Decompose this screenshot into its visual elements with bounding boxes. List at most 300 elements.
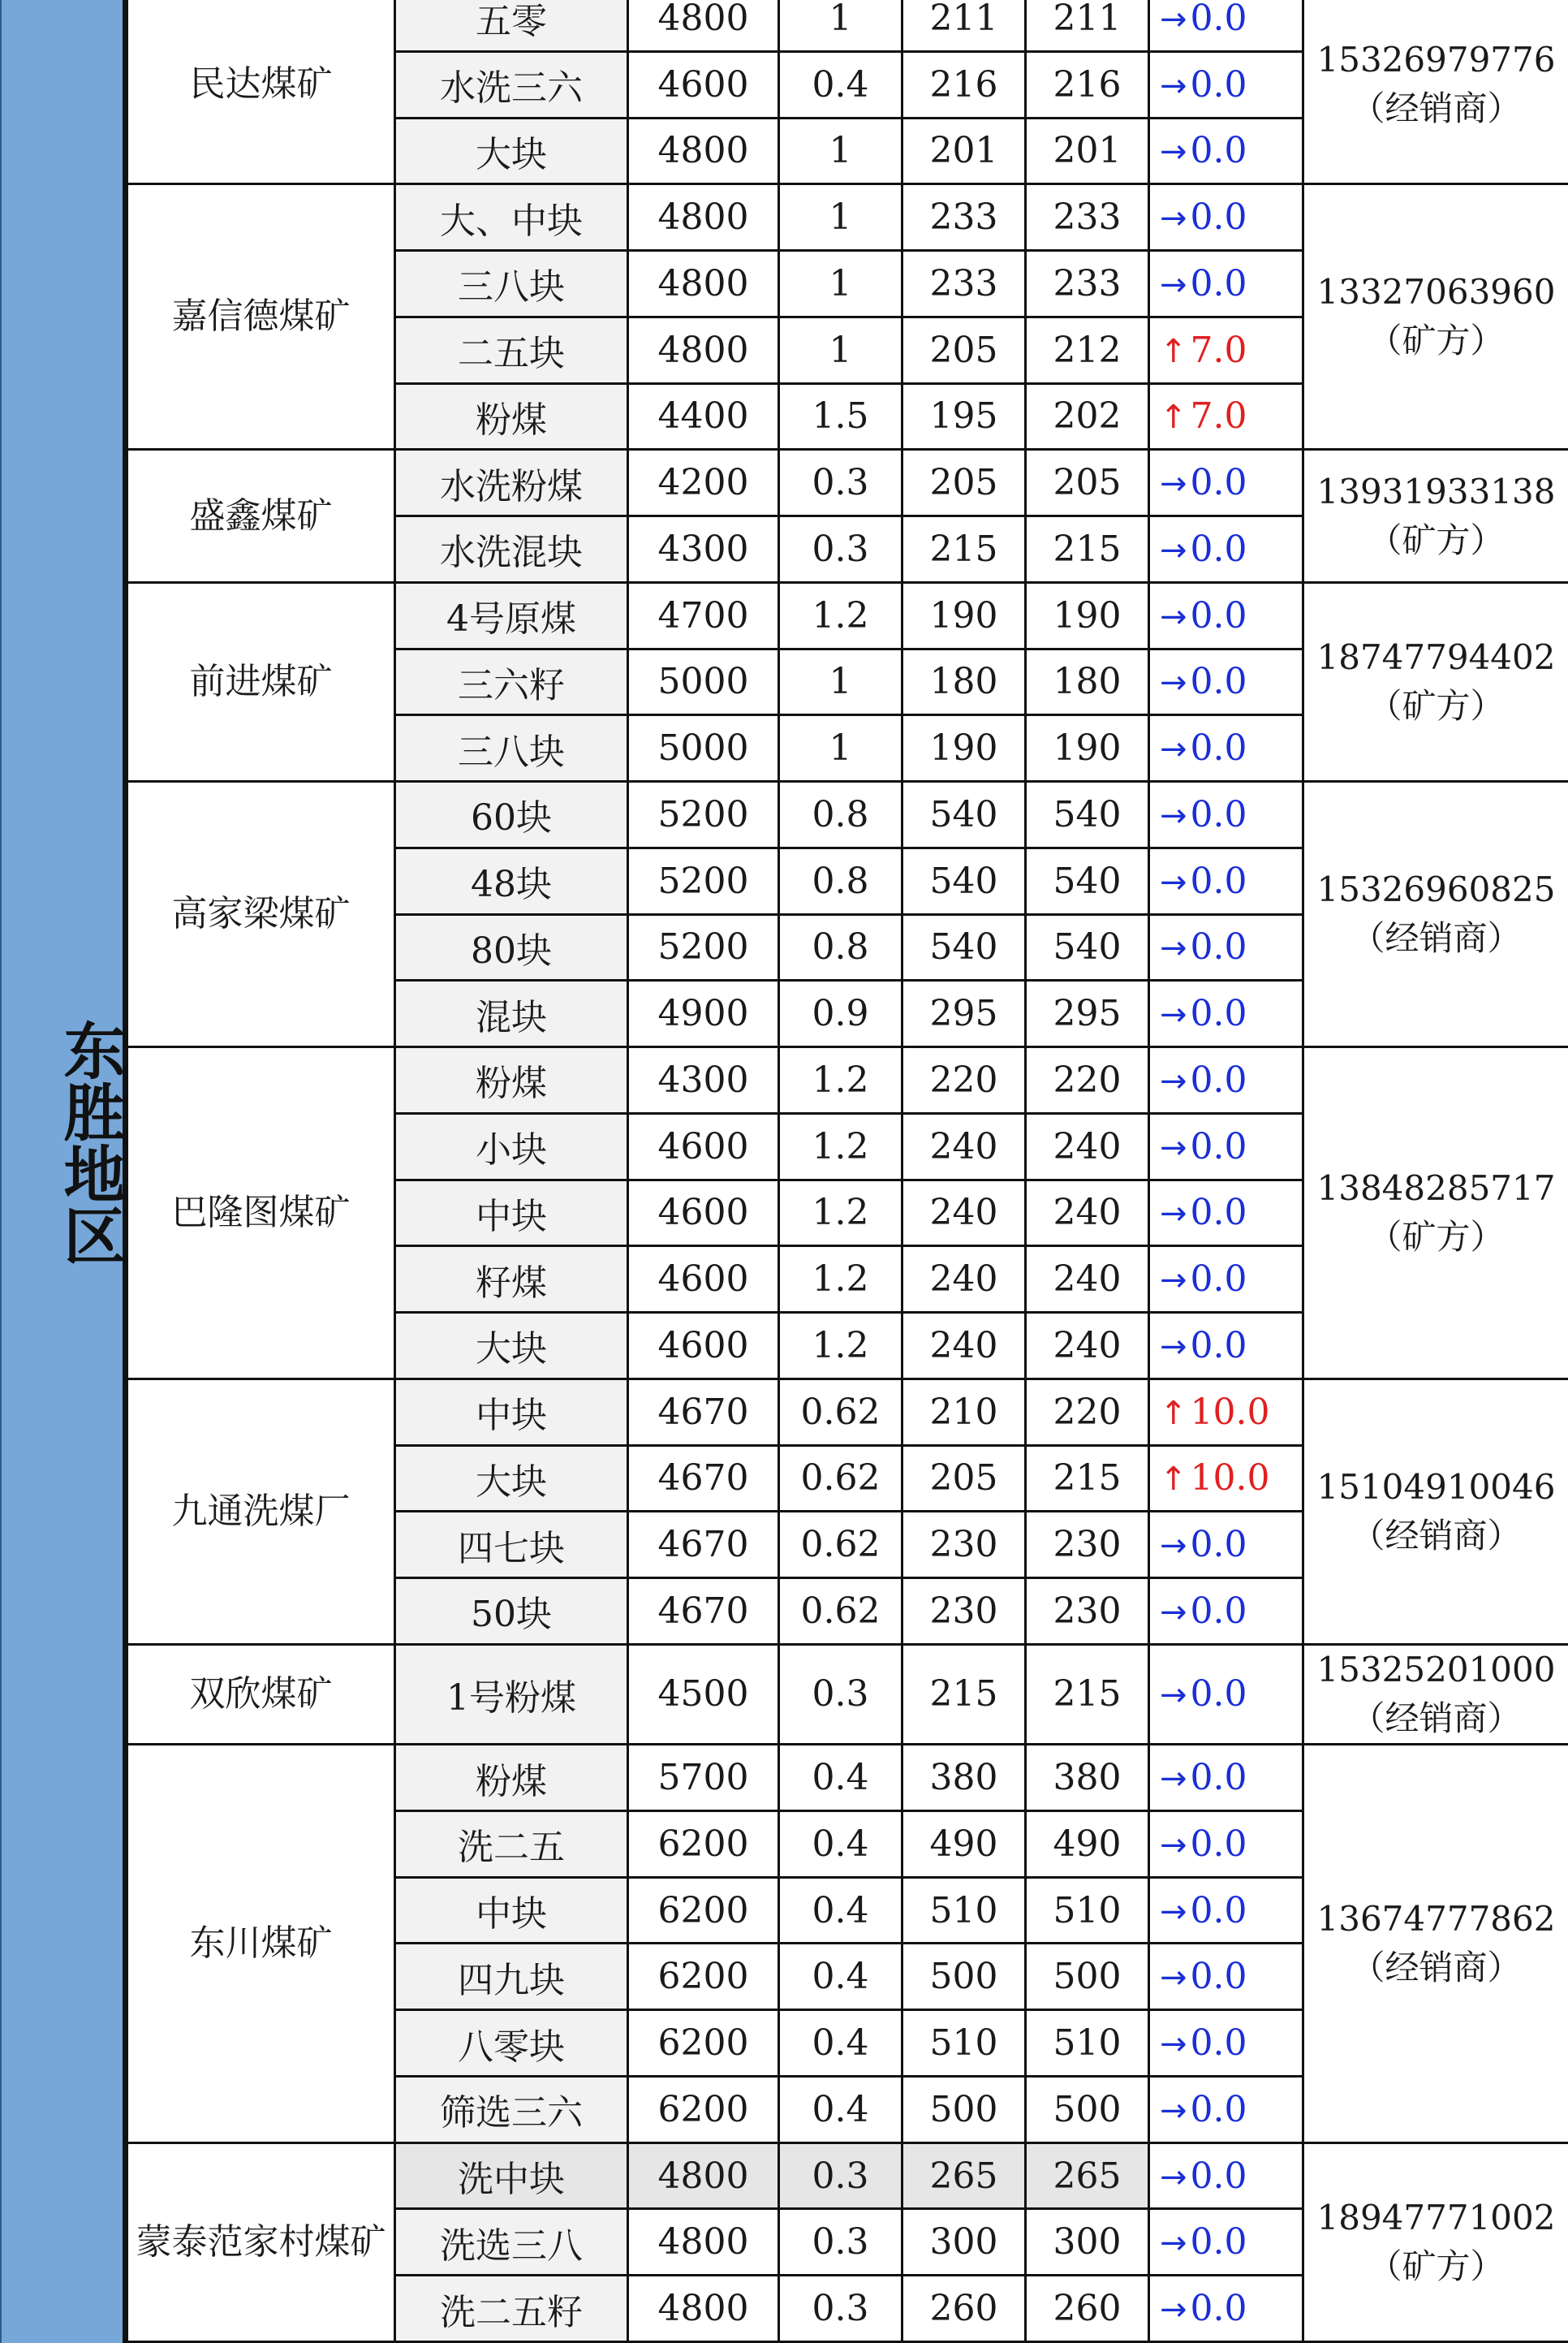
change-value: 10.0 (1190, 1457, 1270, 1499)
product-cell: 籽煤 (395, 1246, 628, 1313)
prev-price-cell: 211 (902, 0, 1026, 51)
arrow-right-icon: → (1160, 531, 1187, 569)
prev-price-cell: 216 (902, 51, 1026, 118)
product-cell: 粉煤 (395, 383, 628, 450)
prev-price-cell: 240 (902, 1313, 1026, 1379)
heat-cell: 4670 (628, 1512, 779, 1578)
curr-price-cell: 220 (1026, 1379, 1149, 1445)
contact-cell (1303, 2142, 1568, 2341)
heat-cell: 4900 (628, 981, 779, 1047)
change-cell (1149, 1313, 1303, 1379)
product-cell: 粉煤 (395, 1745, 628, 1811)
product-cell: 水洗三六 (395, 51, 628, 118)
change-cell (1149, 51, 1303, 118)
change-value: 0.0 (1190, 262, 1247, 304)
prev-price-cell: 220 (902, 1047, 1026, 1114)
table-row (127, 1745, 1568, 1811)
heat-cell: 4800 (628, 317, 779, 383)
heat-cell: 6200 (628, 1944, 779, 2010)
change-value: 0.0 (1190, 2221, 1247, 2263)
contact-phone: 13848285717 (1316, 1167, 1556, 1208)
contact-role: （矿方） (1368, 321, 1505, 361)
product-cell: 洗选三八 (395, 2209, 628, 2276)
curr-price-cell: 233 (1026, 251, 1149, 317)
product-cell: 粉煤 (395, 1047, 628, 1114)
arrow-right-icon: → (1160, 67, 1187, 105)
curr-price-cell: 540 (1026, 914, 1149, 981)
contact-role: （矿方） (1368, 685, 1505, 726)
heat-cell: 4700 (628, 582, 779, 649)
curr-price-cell: 180 (1026, 649, 1149, 715)
product-cell: 大块 (395, 1445, 628, 1512)
contact-role: （经销商） (1350, 88, 1522, 129)
change-cell (1149, 1180, 1303, 1246)
sulfur-cell: 0.3 (779, 516, 902, 583)
product-cell: 五零 (395, 0, 628, 51)
heat-cell: 4800 (628, 2276, 779, 2342)
change-value: 0.0 (1190, 1125, 1247, 1167)
prev-price-cell: 240 (902, 1180, 1026, 1246)
change-value: 7.0 (1190, 329, 1247, 371)
heat-cell: 4670 (628, 1379, 779, 1445)
arrow-right-icon: → (1160, 1760, 1187, 1797)
sulfur-cell: 0.3 (779, 2276, 902, 2342)
arrow-right-icon: → (1160, 2158, 1187, 2196)
contact-cell (1303, 1745, 1568, 2143)
curr-price-cell: 230 (1026, 1512, 1149, 1578)
arrow-up-icon: ↑ (1160, 1394, 1187, 1432)
contact-phone: 15326979776 (1316, 40, 1556, 80)
change-cell (1149, 848, 1303, 914)
change-value: 0.0 (1190, 727, 1247, 770)
curr-price-cell: 202 (1026, 383, 1149, 450)
change-value: 0.0 (1190, 993, 1247, 1035)
arrow-up-icon: ↑ (1160, 399, 1187, 437)
contact-cell (1303, 184, 1568, 450)
prev-price-cell: 215 (902, 1644, 1026, 1744)
change-value: 7.0 (1190, 395, 1247, 438)
heat-cell: 4600 (628, 1246, 779, 1313)
heat-cell: 4800 (628, 184, 779, 251)
price-table (126, 0, 1568, 2343)
arrow-right-icon: → (1160, 1128, 1187, 1167)
arrow-right-icon: → (1160, 2224, 1187, 2263)
arrow-up-icon: ↑ (1160, 1461, 1187, 1499)
sulfur-cell: 1 (779, 0, 902, 51)
change-value: 0.0 (1190, 130, 1247, 172)
arrow-right-icon: → (1160, 200, 1187, 238)
change-value: 0.0 (1190, 2088, 1247, 2130)
arrow-right-icon: → (1160, 598, 1187, 636)
mine-name: 九通洗煤厂 (127, 1379, 395, 1644)
curr-price-cell: 540 (1026, 848, 1149, 914)
arrow-right-icon: → (1160, 930, 1187, 968)
prev-price-cell: 230 (902, 1578, 1026, 1645)
heat-cell: 4800 (628, 2142, 779, 2209)
change-cell (1149, 1113, 1303, 1180)
heat-cell: 4670 (628, 1445, 779, 1512)
table-row (127, 450, 1568, 516)
change-value: 0.0 (1190, 1324, 1247, 1366)
region-band (0, 0, 126, 2343)
sulfur-cell: 0.4 (779, 51, 902, 118)
change-cell (1149, 1810, 1303, 1877)
mine-name: 盛鑫煤矿 (127, 450, 395, 583)
curr-price-cell: 190 (1026, 582, 1149, 649)
product-cell: 八零块 (395, 2010, 628, 2077)
arrow-right-icon: → (1160, 2291, 1187, 2329)
prev-price-cell: 205 (902, 1445, 1026, 1512)
change-value: 0.0 (1190, 528, 1247, 570)
change-cell (1149, 981, 1303, 1047)
prev-price-cell: 180 (902, 649, 1026, 715)
change-value: 0.0 (1190, 860, 1247, 902)
product-cell: 二五块 (395, 317, 628, 383)
heat-cell: 6200 (628, 2076, 779, 2142)
change-value: 0.0 (1190, 1524, 1247, 1566)
product-cell: 三八块 (395, 715, 628, 782)
heat-cell: 4600 (628, 51, 779, 118)
contact-phone: 15326960825 (1316, 869, 1556, 909)
prev-price-cell: 265 (902, 2142, 1026, 2209)
product-cell: 水洗混块 (395, 516, 628, 583)
arrow-right-icon: → (1160, 0, 1187, 38)
sulfur-cell: 0.4 (779, 1745, 902, 1811)
arrow-right-icon: → (1160, 265, 1187, 304)
change-value: 0.0 (1190, 1673, 1247, 1715)
mine-name: 嘉信德煤矿 (127, 184, 395, 450)
contact-role: （经销商） (1350, 918, 1522, 958)
change-value: 0.0 (1190, 462, 1247, 504)
prev-price-cell: 240 (902, 1246, 1026, 1313)
change-cell (1149, 2142, 1303, 2209)
arrow-right-icon: → (1160, 796, 1187, 835)
curr-price-cell: 215 (1026, 516, 1149, 583)
product-cell: 四七块 (395, 1512, 628, 1578)
contact-role: （经销商） (1350, 1515, 1522, 1556)
curr-price-cell: 212 (1026, 317, 1149, 383)
change-cell (1149, 2276, 1303, 2342)
sulfur-cell: 1 (779, 649, 902, 715)
arrow-right-icon: → (1160, 1062, 1187, 1100)
curr-price-cell: 216 (1026, 51, 1149, 118)
contact-phone: 18947771002 (1316, 2197, 1556, 2237)
prev-price-cell: 201 (902, 118, 1026, 184)
heat-cell: 4800 (628, 118, 779, 184)
curr-price-cell: 490 (1026, 1810, 1149, 1877)
heat-cell: 4600 (628, 1113, 779, 1180)
curr-price-cell: 510 (1026, 2010, 1149, 2077)
change-cell (1149, 251, 1303, 317)
change-cell (1149, 782, 1303, 848)
arrow-right-icon: → (1160, 2026, 1187, 2063)
heat-cell: 5000 (628, 715, 779, 782)
contact-role: （矿方） (1368, 1216, 1505, 1257)
sulfur-cell: 1 (779, 251, 902, 317)
contact-role: （经销商） (1350, 1947, 1522, 1987)
sulfur-cell: 1.2 (779, 1246, 902, 1313)
prev-price-cell: 233 (902, 184, 1026, 251)
change-cell (1149, 1944, 1303, 2010)
heat-cell: 4800 (628, 251, 779, 317)
product-cell: 中块 (395, 1379, 628, 1445)
table-row (127, 1047, 1568, 1114)
arrow-right-icon: → (1160, 1527, 1187, 1565)
curr-price-cell: 540 (1026, 782, 1149, 848)
mine-name: 高家梁煤矿 (127, 782, 395, 1047)
product-cell: 中块 (395, 1180, 628, 1246)
contact-role: （经销商） (1350, 1698, 1522, 1738)
product-cell: 大块 (395, 1313, 628, 1379)
change-cell (1149, 1877, 1303, 1944)
product-cell: 洗二五 (395, 1810, 628, 1877)
prev-price-cell: 233 (902, 251, 1026, 317)
product-cell: 大块 (395, 118, 628, 184)
contact-phone: 13327063960 (1316, 272, 1556, 313)
sulfur-cell: 1 (779, 715, 902, 782)
sulfur-cell: 0.8 (779, 782, 902, 848)
contact-cell (1303, 1379, 1568, 1644)
change-value: 0.0 (1190, 1956, 1247, 1998)
prev-price-cell: 190 (902, 582, 1026, 649)
curr-price-cell: 233 (1026, 184, 1149, 251)
curr-price-cell: 240 (1026, 1113, 1149, 1180)
product-cell: 筛选三六 (395, 2076, 628, 2142)
curr-price-cell: 510 (1026, 1877, 1149, 1944)
product-cell: 洗中块 (395, 2142, 628, 2209)
prev-price-cell: 260 (902, 2276, 1026, 2342)
prev-price-cell: 490 (902, 1810, 1026, 1877)
curr-price-cell: 260 (1026, 2276, 1149, 2342)
curr-price-cell: 240 (1026, 1246, 1149, 1313)
mine-name: 蒙泰范家村煤矿 (127, 2142, 395, 2341)
change-cell (1149, 1512, 1303, 1578)
curr-price-cell: 265 (1026, 2142, 1149, 2209)
mine-name: 双欣煤矿 (127, 1644, 395, 1744)
product-cell: 中块 (395, 1877, 628, 1944)
prev-price-cell: 190 (902, 715, 1026, 782)
heat-cell: 6200 (628, 2010, 779, 2077)
table-row (127, 1379, 1568, 1445)
heat-cell: 4300 (628, 516, 779, 583)
product-cell: 三六籽 (395, 649, 628, 715)
product-cell: 50块 (395, 1578, 628, 1645)
contact-cell (1303, 0, 1568, 184)
change-cell (1149, 2010, 1303, 2077)
sulfur-cell: 1.2 (779, 582, 902, 649)
product-cell: 4号原煤 (395, 582, 628, 649)
table-row (127, 184, 1568, 251)
sulfur-cell: 0.9 (779, 981, 902, 1047)
change-value: 0.0 (1190, 793, 1247, 835)
sulfur-cell: 1 (779, 317, 902, 383)
contact-phone: 18747794402 (1316, 636, 1556, 677)
table-row (127, 0, 1568, 51)
heat-cell: 5700 (628, 1745, 779, 1811)
arrow-right-icon: → (1160, 1826, 1187, 1864)
table-row (127, 582, 1568, 649)
change-cell (1149, 516, 1303, 583)
table-row (127, 782, 1568, 848)
contact-role: （矿方） (1368, 2246, 1505, 2286)
contact-role: （矿方） (1368, 520, 1505, 560)
product-cell: 水洗粉煤 (395, 450, 628, 516)
prev-price-cell: 295 (902, 981, 1026, 1047)
curr-price-cell: 240 (1026, 1180, 1149, 1246)
heat-cell: 6200 (628, 1810, 779, 1877)
change-value: 0.0 (1190, 661, 1247, 703)
contact-cell (1303, 1644, 1568, 1744)
contact-cell (1303, 1047, 1568, 1379)
sulfur-cell: 0.3 (779, 2142, 902, 2209)
arrow-right-icon: → (1160, 731, 1187, 769)
product-cell: 大、中块 (395, 184, 628, 251)
product-cell: 小块 (395, 1113, 628, 1180)
change-value: 0.0 (1190, 1889, 1247, 1931)
prev-price-cell: 510 (902, 2010, 1026, 2077)
arrow-right-icon: → (1160, 1892, 1187, 1931)
prev-price-cell: 230 (902, 1512, 1026, 1578)
change-value: 0.0 (1190, 1757, 1247, 1798)
curr-price-cell: 500 (1026, 2076, 1149, 2142)
curr-price-cell: 190 (1026, 715, 1149, 782)
change-value: 0.0 (1190, 594, 1247, 636)
arrow-right-icon: → (1160, 1676, 1187, 1715)
prev-price-cell: 205 (902, 317, 1026, 383)
sulfur-cell: 0.62 (779, 1512, 902, 1578)
change-value: 0.0 (1190, 196, 1247, 239)
product-cell: 60块 (395, 782, 628, 848)
product-cell: 混块 (395, 981, 628, 1047)
curr-price-cell: 215 (1026, 1644, 1149, 1744)
change-cell (1149, 1578, 1303, 1645)
sulfur-cell: 0.4 (779, 2076, 902, 2142)
change-value: 0.0 (1190, 2155, 1247, 2197)
prev-price-cell: 210 (902, 1379, 1026, 1445)
arrow-right-icon: → (1160, 1262, 1187, 1300)
arrow-right-icon: → (1160, 1327, 1187, 1366)
product-cell: 48块 (395, 848, 628, 914)
product-cell: 四九块 (395, 1944, 628, 2010)
sulfur-cell: 1.2 (779, 1047, 902, 1114)
curr-price-cell: 500 (1026, 1944, 1149, 2010)
change-cell (1149, 715, 1303, 782)
change-cell (1149, 450, 1303, 516)
arrow-up-icon: ↑ (1160, 332, 1187, 370)
curr-price-cell: 220 (1026, 1047, 1149, 1114)
heat-cell: 4400 (628, 383, 779, 450)
arrow-right-icon: → (1160, 133, 1187, 171)
sulfur-cell: 0.62 (779, 1445, 902, 1512)
sulfur-cell: 0.4 (779, 1877, 902, 1944)
prev-price-cell: 195 (902, 383, 1026, 450)
curr-price-cell: 201 (1026, 118, 1149, 184)
heat-cell: 5000 (628, 649, 779, 715)
mine-name: 东川煤矿 (127, 1745, 395, 2143)
heat-cell: 4200 (628, 450, 779, 516)
sulfur-cell: 0.4 (779, 1810, 902, 1877)
change-cell (1149, 649, 1303, 715)
curr-price-cell: 295 (1026, 981, 1149, 1047)
arrow-right-icon: → (1160, 1959, 1187, 1997)
heat-cell: 5200 (628, 782, 779, 848)
heat-cell: 4600 (628, 1180, 779, 1246)
sulfur-cell: 0.3 (779, 2209, 902, 2276)
heat-cell: 4500 (628, 1644, 779, 1744)
change-value: 0.0 (1190, 63, 1247, 106)
arrow-right-icon: → (1160, 863, 1187, 901)
change-value: 0.0 (1190, 0, 1247, 39)
change-cell (1149, 383, 1303, 450)
prev-price-cell: 380 (902, 1745, 1026, 1811)
sulfur-cell: 0.8 (779, 914, 902, 981)
heat-cell: 4670 (628, 1578, 779, 1645)
arrow-right-icon: → (1160, 1593, 1187, 1631)
change-cell (1149, 1047, 1303, 1114)
change-cell (1149, 0, 1303, 51)
arrow-right-icon: → (1160, 1195, 1187, 1233)
mine-name: 巴隆图煤矿 (127, 1047, 395, 1379)
sulfur-cell: 1.2 (779, 1113, 902, 1180)
curr-price-cell: 211 (1026, 0, 1149, 51)
prev-price-cell: 215 (902, 516, 1026, 583)
change-value: 0.0 (1190, 2288, 1247, 2330)
change-cell (1149, 1745, 1303, 1811)
sulfur-cell: 1.2 (779, 1313, 902, 1379)
sulfur-cell: 0.4 (779, 1944, 902, 2010)
contact-phone: 13931933138 (1316, 471, 1556, 511)
table-row (127, 2142, 1568, 2209)
curr-price-cell: 300 (1026, 2209, 1149, 2276)
sulfur-cell: 0.4 (779, 2010, 902, 2077)
change-value: 10.0 (1190, 1391, 1270, 1433)
contact-phone: 15325201000 (1316, 1649, 1556, 1689)
prev-price-cell: 500 (902, 1944, 1026, 2010)
contact-phone: 13674777862 (1316, 1898, 1556, 1939)
prev-price-cell: 540 (902, 782, 1026, 848)
sulfur-cell: 1 (779, 184, 902, 251)
contact-cell (1303, 782, 1568, 1047)
sulfur-cell: 0.62 (779, 1578, 902, 1645)
change-cell (1149, 1644, 1303, 1744)
curr-price-cell: 205 (1026, 450, 1149, 516)
change-value: 0.0 (1190, 1059, 1247, 1101)
change-value: 0.0 (1190, 1590, 1247, 1632)
mine-name: 前进煤矿 (127, 582, 395, 781)
heat-cell: 4600 (628, 1313, 779, 1379)
heat-cell: 4800 (628, 0, 779, 51)
sulfur-cell: 1.5 (779, 383, 902, 450)
change-value: 0.0 (1190, 1823, 1247, 1865)
sulfur-cell: 1.2 (779, 1180, 902, 1246)
curr-price-cell: 380 (1026, 1745, 1149, 1811)
change-cell (1149, 2209, 1303, 2276)
prev-price-cell: 540 (902, 848, 1026, 914)
change-cell (1149, 118, 1303, 184)
region-name: 东胜地区 (54, 1019, 126, 1266)
change-value: 0.0 (1190, 2022, 1247, 2064)
prev-price-cell: 500 (902, 2076, 1026, 2142)
heat-cell: 5200 (628, 848, 779, 914)
prev-price-cell: 240 (902, 1113, 1026, 1180)
change-cell (1149, 582, 1303, 649)
heat-cell: 4300 (628, 1047, 779, 1114)
arrow-right-icon: → (1160, 996, 1187, 1034)
product-cell: 1号粉煤 (395, 1644, 628, 1744)
sulfur-cell: 0.3 (779, 1644, 902, 1744)
contact-cell (1303, 450, 1568, 583)
prev-price-cell: 510 (902, 1877, 1026, 1944)
